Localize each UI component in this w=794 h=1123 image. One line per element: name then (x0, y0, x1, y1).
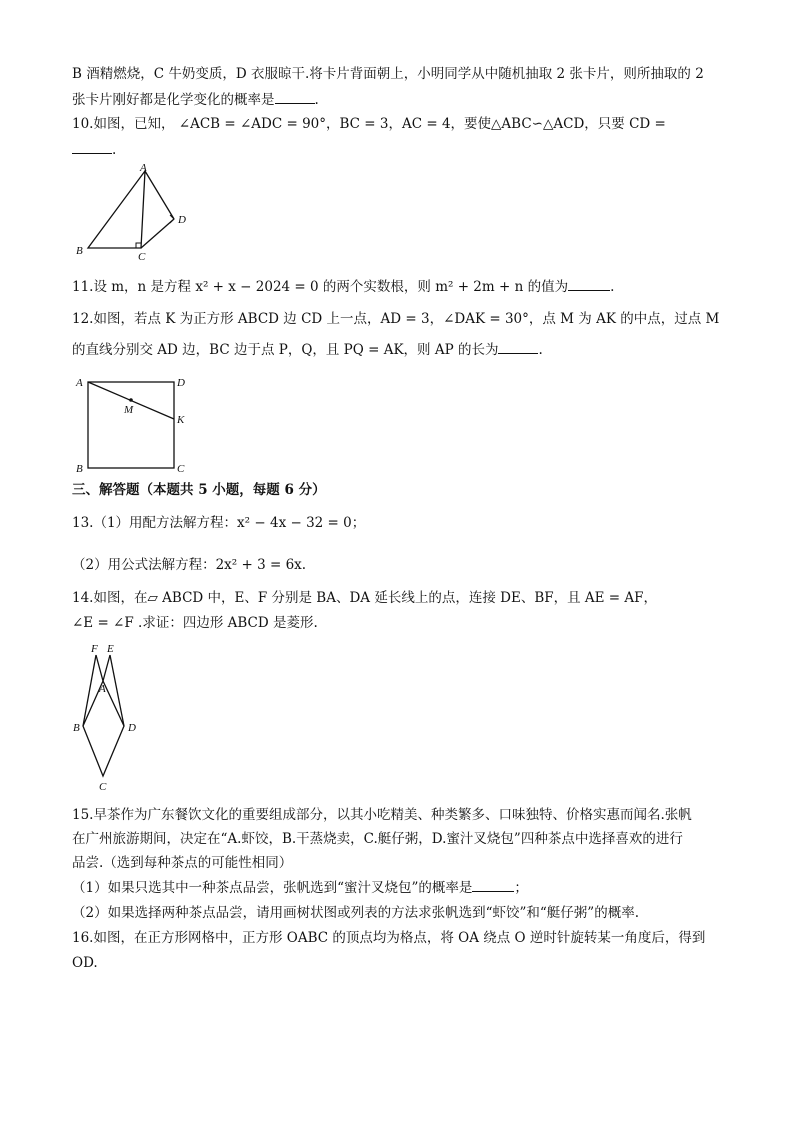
q14-figure (70, 640, 150, 795)
q10-line2-end: . (112, 142, 117, 158)
q15-part1-text: （1）如果只选其中一种茶点品尝，张帆选到“蜜汁叉烧包”的概率是 (72, 880, 473, 896)
q12-label-b: B (76, 463, 83, 475)
q14-line1: 14.如图，在▱ ABCD 中，E、F 分别是 BA、DA 延长线上的点，连接 DE、BF，且 AE = AF， (72, 590, 658, 606)
q11-text: 11.设 m，n 是方程 x² + x − 2024 = 0 的两个实数根，则 m² + 2m + n 的值为 (72, 279, 569, 295)
q14-label-a: A (99, 683, 106, 695)
q12-label-c: C (177, 463, 185, 475)
q12-line1: 12.如图，若点 K 为正方形 ABCD 边 CD 上一点，AD = 3，∠DAK = 30°，点 M 为 AK 的中点，过点 M (72, 311, 720, 327)
q16-line1: 16.如图，在正方形网格中，正方形 OABC 的顶点均为格点，将 OA 绕点 O 逆时针旋转某一角度后，得到 (72, 930, 706, 946)
q11-answer-blank (568, 278, 610, 291)
q10-label-b: B (76, 245, 83, 257)
q13-part2: （2）用公式法解方程：2x² + 3 = 6x. (72, 557, 307, 573)
q13-part1: 13.（1）用配方法解方程：x² − 4x − 32 = 0； (72, 515, 366, 531)
q11-line (72, 277, 614, 297)
q15-answer-blank (472, 879, 514, 892)
q10-label-a: A (140, 162, 147, 174)
q9-line2 (72, 90, 319, 110)
q15-part1 (72, 878, 528, 898)
q12-line2-text: 的直线分别交 AD 边，BC 边于点 P，Q，且 PQ = AK，则 AP 的长为 (72, 342, 499, 358)
q10-answer-blank (72, 141, 112, 154)
q14-line2: ∠E = ∠F .求证：四边形 ABCD 是菱形. (72, 615, 318, 631)
q14-label-d: D (128, 722, 136, 734)
q14-label-c: C (99, 781, 107, 793)
section3-heading: 三、解答题（本题共 5 小题，每题 6 分） (72, 482, 326, 498)
q9-line2-text: 张卡片刚好都是化学变化的概率是 (72, 92, 275, 108)
q14-label-e: E (107, 643, 114, 655)
q12-figure (70, 370, 200, 480)
q15-line2: 在广州旅游期间，决定在“A.虾饺，B.干蒸烧卖，C.艇仔粥，D.蜜汁叉烧包”四种茶点中选择喜欢的进行 (72, 831, 683, 847)
q12-label-m: M (124, 404, 134, 416)
q16-line2: OD. (72, 955, 98, 971)
q15-part2: （2）如果选择两种茶点品尝，请用画树状图或列表的方法求张帆选到“虾饺”和“艇仔粥”的概率. (72, 905, 639, 921)
q12-line2 (72, 340, 543, 360)
q15-part1-end: ； (514, 880, 528, 896)
q12-label-a: A (76, 377, 83, 389)
q9-answer-blank (275, 91, 315, 104)
q12-label-k: K (177, 414, 185, 426)
q9-line2-end: . (314, 92, 319, 108)
q10-figure (70, 160, 200, 270)
q15-line1: 15.早茶作为广东餐饮文化的重要组成部分，以其小吃精美、种类繁多、口味独特、价格实惠而闻名.张帆 (72, 807, 692, 823)
q15-line3: 品尝.（选到每种茶点的可能性相同） (72, 855, 293, 871)
q9-line1: B 酒精燃烧，C 牛奶变质，D 衣服晾干.将卡片背面朝上，小明同学从中随机抽取 2 张卡片，则所抽取的 2 (72, 66, 704, 82)
q10-line2 (72, 140, 116, 160)
q12-answer-blank (498, 341, 538, 354)
q14-label-f: F (91, 643, 98, 655)
q10-label-d: D (178, 214, 186, 226)
q11-end: . (610, 279, 615, 295)
q12-line2-end: . (538, 342, 543, 358)
q12-label-d: D (177, 377, 185, 389)
q14-label-b: B (73, 722, 80, 734)
q10-label-c: C (138, 251, 146, 263)
q10-line1: 10.如图，已知， ∠ACB = ∠ADC = 90°，BC = 3，AC = 4，要使△ABC∽△ACD，只要 CD = (72, 116, 666, 132)
